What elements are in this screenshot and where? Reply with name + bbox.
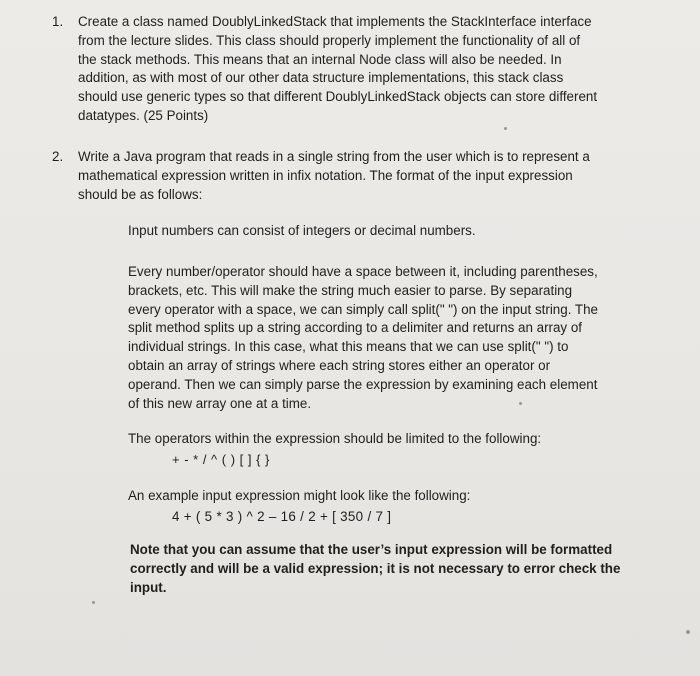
question-1-line: the stack methods. This means that an internal Node class will also be needed. In [78,51,562,67]
paper-speck [92,601,95,604]
paragraph-line: operand. Then we can simply parse the expression by examining each element [128,376,598,392]
input-numbers-paragraph [128,222,638,241]
example-expression-text: 4 + ( 5 * 3 ) ^ 2 – 16 / 2 + [ 350 / 7 ] [172,509,392,524]
operators-intro-text: The operators within the expression should be limited to the following: [128,431,542,446]
paragraph-line: brackets, etc. This will make the string much easier to parse. By separating [128,282,573,298]
question-2-line: should be as follows: [78,186,203,202]
question-1-text [78,13,638,126]
spacing-paragraph [128,263,638,413]
note-line: correctly and will be a valid expression; it is not necessary to error check the [130,560,621,576]
paper-speck [686,630,690,634]
paper-speck [504,127,507,130]
paragraph-line: individual strings. In this case, what this means that we can use split(" ") to [128,339,569,355]
example-intro [128,487,638,506]
question-2-number: 2. [52,149,64,164]
operators-list [172,451,682,470]
note-line: input. [130,579,167,595]
operators-list-text: + - * / ^ ( ) [ ] { } [172,452,270,467]
note-line: Note that you can assume that the user’s input expression will be formatted [130,542,613,557]
question-1-line: should use generic types so that different DoublyLinkedStack objects can store different [78,89,598,105]
paragraph-line: obtain an array of strings where each string stores either an operator or [128,357,551,373]
question-2-line: Write a Java program that reads in a single string from the user which is to represent a [78,149,590,164]
paragraph-line: split method splits up a string according to a delimiter and returns an array of [128,320,583,336]
example-intro-text: An example input expression might look like the following: [128,488,471,503]
question-1-line: datatypes. (25 Points) [78,107,209,123]
note-paragraph [130,541,640,597]
question-2-line: mathematical expression written in infix notation. The format of the input expression [78,167,573,183]
question-1-line: from the lecture slides. This class should properly implement the functionality of all of [78,32,581,48]
question-1-number: 1. [52,14,64,29]
paragraph-line: Input numbers can consist of integers or decimal numbers. [128,223,476,238]
question-2-text [78,148,638,204]
paragraph-line: Every number/operator should have a space between it, including parentheses, [128,264,598,279]
question-1-line: Create a class named DoublyLinkedStack that implements the StackInterface interface [78,14,592,29]
operators-intro [128,430,638,449]
question-1-line: addition, as with most of our other data structure implementations, this stack class [78,70,564,86]
paper-speck [519,402,522,405]
example-expression [172,508,682,527]
paragraph-line: every operator with a space, we can simply call split(" ") on the input string. The [128,301,598,317]
paragraph-line: of this new array one at a time. [128,395,312,411]
